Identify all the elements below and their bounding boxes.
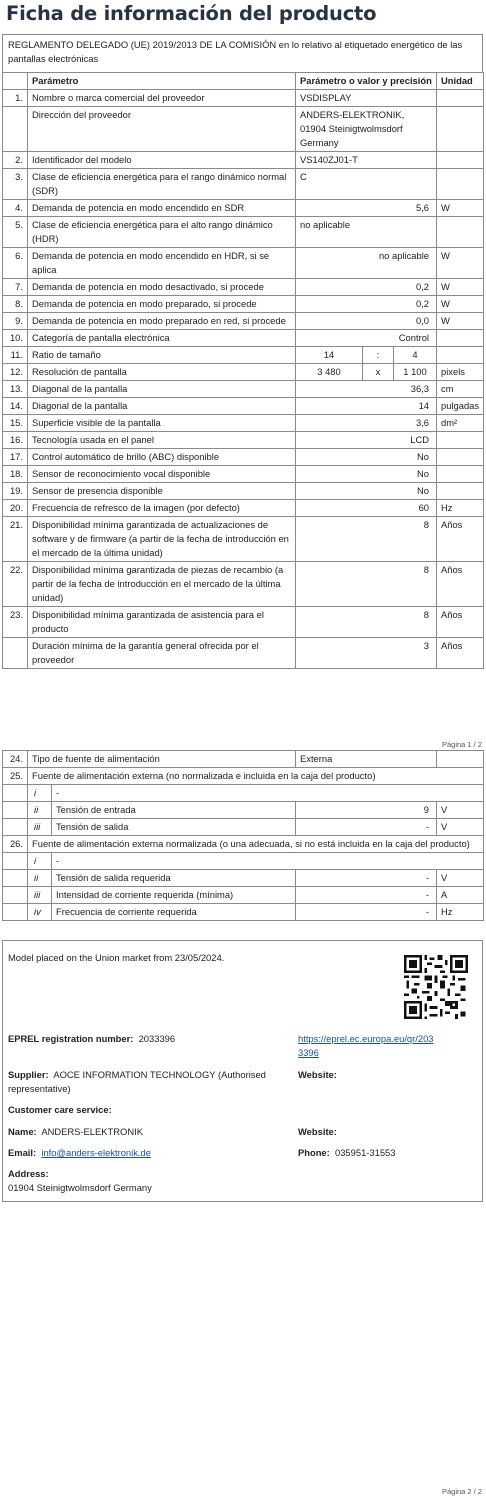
row-parameter: Superficie visible de la pantalla [28,415,296,432]
table-row [3,90,484,107]
power-row-r26 [3,836,484,853]
row-number: 13. [3,381,28,398]
sub-unit: V [437,819,484,836]
row-parameter: Sensor de reconocimiento vocal disponible [28,466,296,483]
row-value: 60 [296,500,437,517]
sub-parameter: Intensidad de corriente requerida (mínima) [52,887,296,904]
row-unit: W [437,313,484,330]
row-unit: W [437,200,484,217]
row-number [3,887,28,904]
header-unit: Unidad [437,73,484,90]
row-unit: W [437,296,484,313]
row-unit [437,107,484,152]
row-value: no aplicable [296,217,437,248]
row-number: 3. [3,169,28,200]
row-number: 24. [3,751,28,768]
power-row-r24 [3,751,484,768]
row-parameter: Demanda de potencia en modo desactivado, si procede [28,279,296,296]
table-row [3,466,484,483]
table-row [3,279,484,296]
sub-value: - [52,785,484,802]
customer-care-website-label: Website: [298,1126,337,1137]
row-value: 36,3 [296,381,437,398]
parameters-table [2,72,484,669]
row-value: VS140ZJ01-T [296,152,437,169]
page-title: Ficha de información del producto [6,2,377,25]
row-value: 5,6 [296,200,437,217]
row-number: 17. [3,449,28,466]
row-parameter: Categoría de pantalla electrónica [28,330,296,347]
sub-index: iii [28,887,52,904]
row-unit [437,330,484,347]
row-value: 14 [296,398,437,415]
row-value: Externa [296,751,437,768]
row-parameter: Clase de eficiencia energética para el rango dinámico normal (SDR) [28,169,296,200]
row-value: 3,6 [296,415,437,432]
table-row [3,200,484,217]
row-value: 0,2 [296,296,437,313]
row-number: 6. [3,248,28,279]
row-value: VSDISPLAY [296,90,437,107]
sub-index: ii [28,802,52,819]
row-value: No [296,466,437,483]
row-parameter: Control automático de brillo (ABC) disponible [28,449,296,466]
supplier-info: Supplier: AOCE INFORMATION TECHNOLOGY (Authorised representative) [8,1069,266,1094]
sub-unit: V [437,870,484,887]
row-number: 16. [3,432,28,449]
row-parameter: Clase de eficiencia energética para el alto rango dinámico (HDR) [28,217,296,248]
row-unit: dm² [437,415,484,432]
row-unit: W [437,279,484,296]
supplier-website-label: Website: [298,1069,337,1080]
row-parameter: Sensor de presencia disponible [28,483,296,500]
header-parameter: Parámetro [28,73,296,90]
row-parameter: Resolución de pantalla [28,364,296,381]
header-value: Parámetro o valor y precisión [296,73,437,90]
row-value: no aplicable [296,248,437,279]
row-unit: Años [437,638,484,669]
row-unit: Hz [437,500,484,517]
sub-value: - [296,904,437,921]
row-parameter: Diagonal de la pantalla [28,398,296,415]
row-number [3,819,28,836]
power-subrow [3,904,484,921]
value-part-2: 4 [412,349,418,360]
row-number [3,785,28,802]
row-value: C [296,169,437,200]
table-header-row [3,73,484,90]
power-subrow [3,819,484,836]
row-unit [437,483,484,500]
table-row [3,483,484,500]
sub-index: iv [28,904,52,921]
row-unit: pixels [437,364,484,381]
row-parameter: Fuente de alimentación externa normalizada (o una adecuada, si no está incluida en la caja del producto) [28,836,484,853]
eprel-link[interactable]: https://eprel.ec.europa.eu/qr/2033396 [298,1033,434,1058]
row-value: 0,2 [296,279,437,296]
sub-value: 9 [296,802,437,819]
row-unit [437,432,484,449]
row-parameter: Fuente de alimentación externa (no normalizada e incluida en la caja del producto) [28,768,484,785]
power-row-r25 [3,768,484,785]
row-parameter: Disponibilidad mínima garantizada de actualizaciones de software y de firmware (a partir de la fecha de introducción en el mercado de la última unidad) [28,517,296,562]
market-date-text: Model placed on the Union market from 23/05/2024. [8,952,225,963]
row-parameter: Demanda de potencia en modo encendido en SDR [28,200,296,217]
row-number [3,904,28,921]
row-number: 2. [3,152,28,169]
customer-care-heading: Customer care service: [8,1104,112,1115]
supplier-name: AOCE INFORMATION TECHNOLOGY (Authorised representative) [8,1069,266,1094]
customer-care-address: Address: 01904 Steinigtwolmsdorf Germany [8,1168,152,1193]
row-number: 14. [3,398,28,415]
row-number [3,802,28,819]
row-number: 8. [3,296,28,313]
customer-care-phone: Phone: 035951-31553 [298,1147,396,1158]
customer-care-name: Name: ANDERS-ELEKTRONIK [8,1126,143,1137]
sub-unit: A [437,887,484,904]
row-unit [437,751,484,768]
row-number: 15. [3,415,28,432]
row-parameter: Nombre o marca comercial del proveedor [28,90,296,107]
eprel-registration: EPREL registration number: 2033396 [8,1033,176,1044]
row-value: 0,0 [296,313,437,330]
row-unit: Años [437,517,484,562]
sub-index: iii [28,819,52,836]
row-unit [437,217,484,248]
table-row [3,364,484,381]
value-part-1: 3 480 [317,366,341,377]
row-unit [437,449,484,466]
sub-index: ii [28,870,52,887]
sub-value: - [296,887,437,904]
table-row [3,398,484,415]
email-link[interactable]: info@anders-elektronik.de [41,1147,151,1158]
row-number [3,853,28,870]
row-parameter: Duración mínima de la garantía general ofrecida por el proveedor [28,638,296,669]
row-number: 23. [3,607,28,638]
row-unit [437,169,484,200]
qr-code-icon[interactable] [404,955,468,1019]
sub-value: - [52,853,484,870]
row-value [296,347,437,364]
power-subrow [3,887,484,904]
row-value: No [296,483,437,500]
row-number: 18. [3,466,28,483]
row-number: 4. [3,200,28,217]
table-row [3,330,484,347]
row-number: 7. [3,279,28,296]
row-parameter: Disponibilidad mínima garantizada de asistencia para el producto [28,607,296,638]
sub-index: i [28,853,52,870]
value-separator: : [363,347,394,363]
table-row [3,517,484,562]
row-number: 11. [3,347,28,364]
row-parameter: Demanda de potencia en modo preparado en red, si procede [28,313,296,330]
row-value: 8 [296,607,437,638]
sub-parameter: Tensión de salida [52,819,296,836]
value-separator: x [363,364,394,380]
sub-unit: Hz [437,904,484,921]
row-value: ANDERS-ELEKTRONIK, 01904 Steinigtwolmsdorf Germany [296,107,437,152]
table-row [3,347,484,364]
row-number [3,638,28,669]
row-parameter: Frecuencia de refresco de la imagen (por defecto) [28,500,296,517]
sub-parameter: Tensión de salida requerida [52,870,296,887]
row-number: 9. [3,313,28,330]
table-row [3,500,484,517]
row-unit [437,90,484,107]
sub-unit: V [437,802,484,819]
table-row [3,562,484,607]
customer-care-email: Email: info@anders-elektronik.de [8,1147,151,1158]
page-number-2: Página 2 / 2 [441,1487,482,1496]
sub-parameter: Frecuencia de corriente requerida [52,904,296,921]
row-unit: W [437,248,484,279]
row-number: 5. [3,217,28,248]
table-row [3,313,484,330]
row-value: 3 [296,638,437,669]
value-part-2: 1 100 [403,366,427,377]
regulation-text: REGLAMENTO DELEGADO (UE) 2019/2013 DE LA COMISIÓN en lo relativo al etiquetado energético de las pantallas electrónicas [2,34,483,72]
row-number: 12. [3,364,28,381]
eprel-registration-number: 2033396 [138,1033,176,1044]
row-parameter: Tecnología usada en el panel [28,432,296,449]
power-subrow [3,853,484,870]
row-number: 10. [3,330,28,347]
table-row [3,432,484,449]
row-unit [437,152,484,169]
row-number [3,870,28,887]
table-row [3,449,484,466]
row-unit [437,347,484,364]
table-row [3,107,484,152]
row-unit: cm [437,381,484,398]
row-number: 25. [3,768,28,785]
table-row [3,381,484,398]
row-value: Control [296,330,437,347]
row-parameter: Diagonal de la pantalla [28,381,296,398]
row-parameter: Demanda de potencia en modo preparado, si procede [28,296,296,313]
row-number: 19. [3,483,28,500]
sub-value: - [296,870,437,887]
row-value: LCD [296,432,437,449]
row-parameter: Ratio de tamaño [28,347,296,364]
table-row [3,296,484,313]
row-value [296,364,437,381]
table-row [3,248,484,279]
page-number-1: Página 1 / 2 [441,740,482,749]
row-unit: Años [437,562,484,607]
row-parameter: Identificador del modelo [28,152,296,169]
row-number: 22. [3,562,28,607]
row-parameter: Disponibilidad mínima garantizada de piezas de recambio (a partir de la fecha de introducción en el mercado de la última unidad) [28,562,296,607]
row-value: 8 [296,517,437,562]
row-parameter: Tipo de fuente de alimentación [28,751,296,768]
row-parameter: Demanda de potencia en modo encendido en HDR, si se aplica [28,248,296,279]
row-number: 20. [3,500,28,517]
sub-parameter: Tensión de entrada [52,802,296,819]
row-unit: Años [437,607,484,638]
power-subrow [3,870,484,887]
sub-index: i [28,785,52,802]
row-number: 1. [3,90,28,107]
value-part-1: 14 [323,349,335,360]
power-subrow [3,802,484,819]
table-row [3,638,484,669]
row-value: 8 [296,562,437,607]
power-supply-table [2,750,484,921]
table-row [3,607,484,638]
row-value: No [296,449,437,466]
table-row [3,169,484,200]
table-row [3,152,484,169]
row-number: 26. [3,836,28,853]
row-number: 21. [3,517,28,562]
table-row [3,217,484,248]
row-unit [437,466,484,483]
table-row [3,415,484,432]
power-subrow [3,785,484,802]
sub-value: - [296,819,437,836]
row-number [3,107,28,152]
row-unit: pulgadas [437,398,484,415]
row-parameter: Dirección del proveedor [28,107,296,152]
